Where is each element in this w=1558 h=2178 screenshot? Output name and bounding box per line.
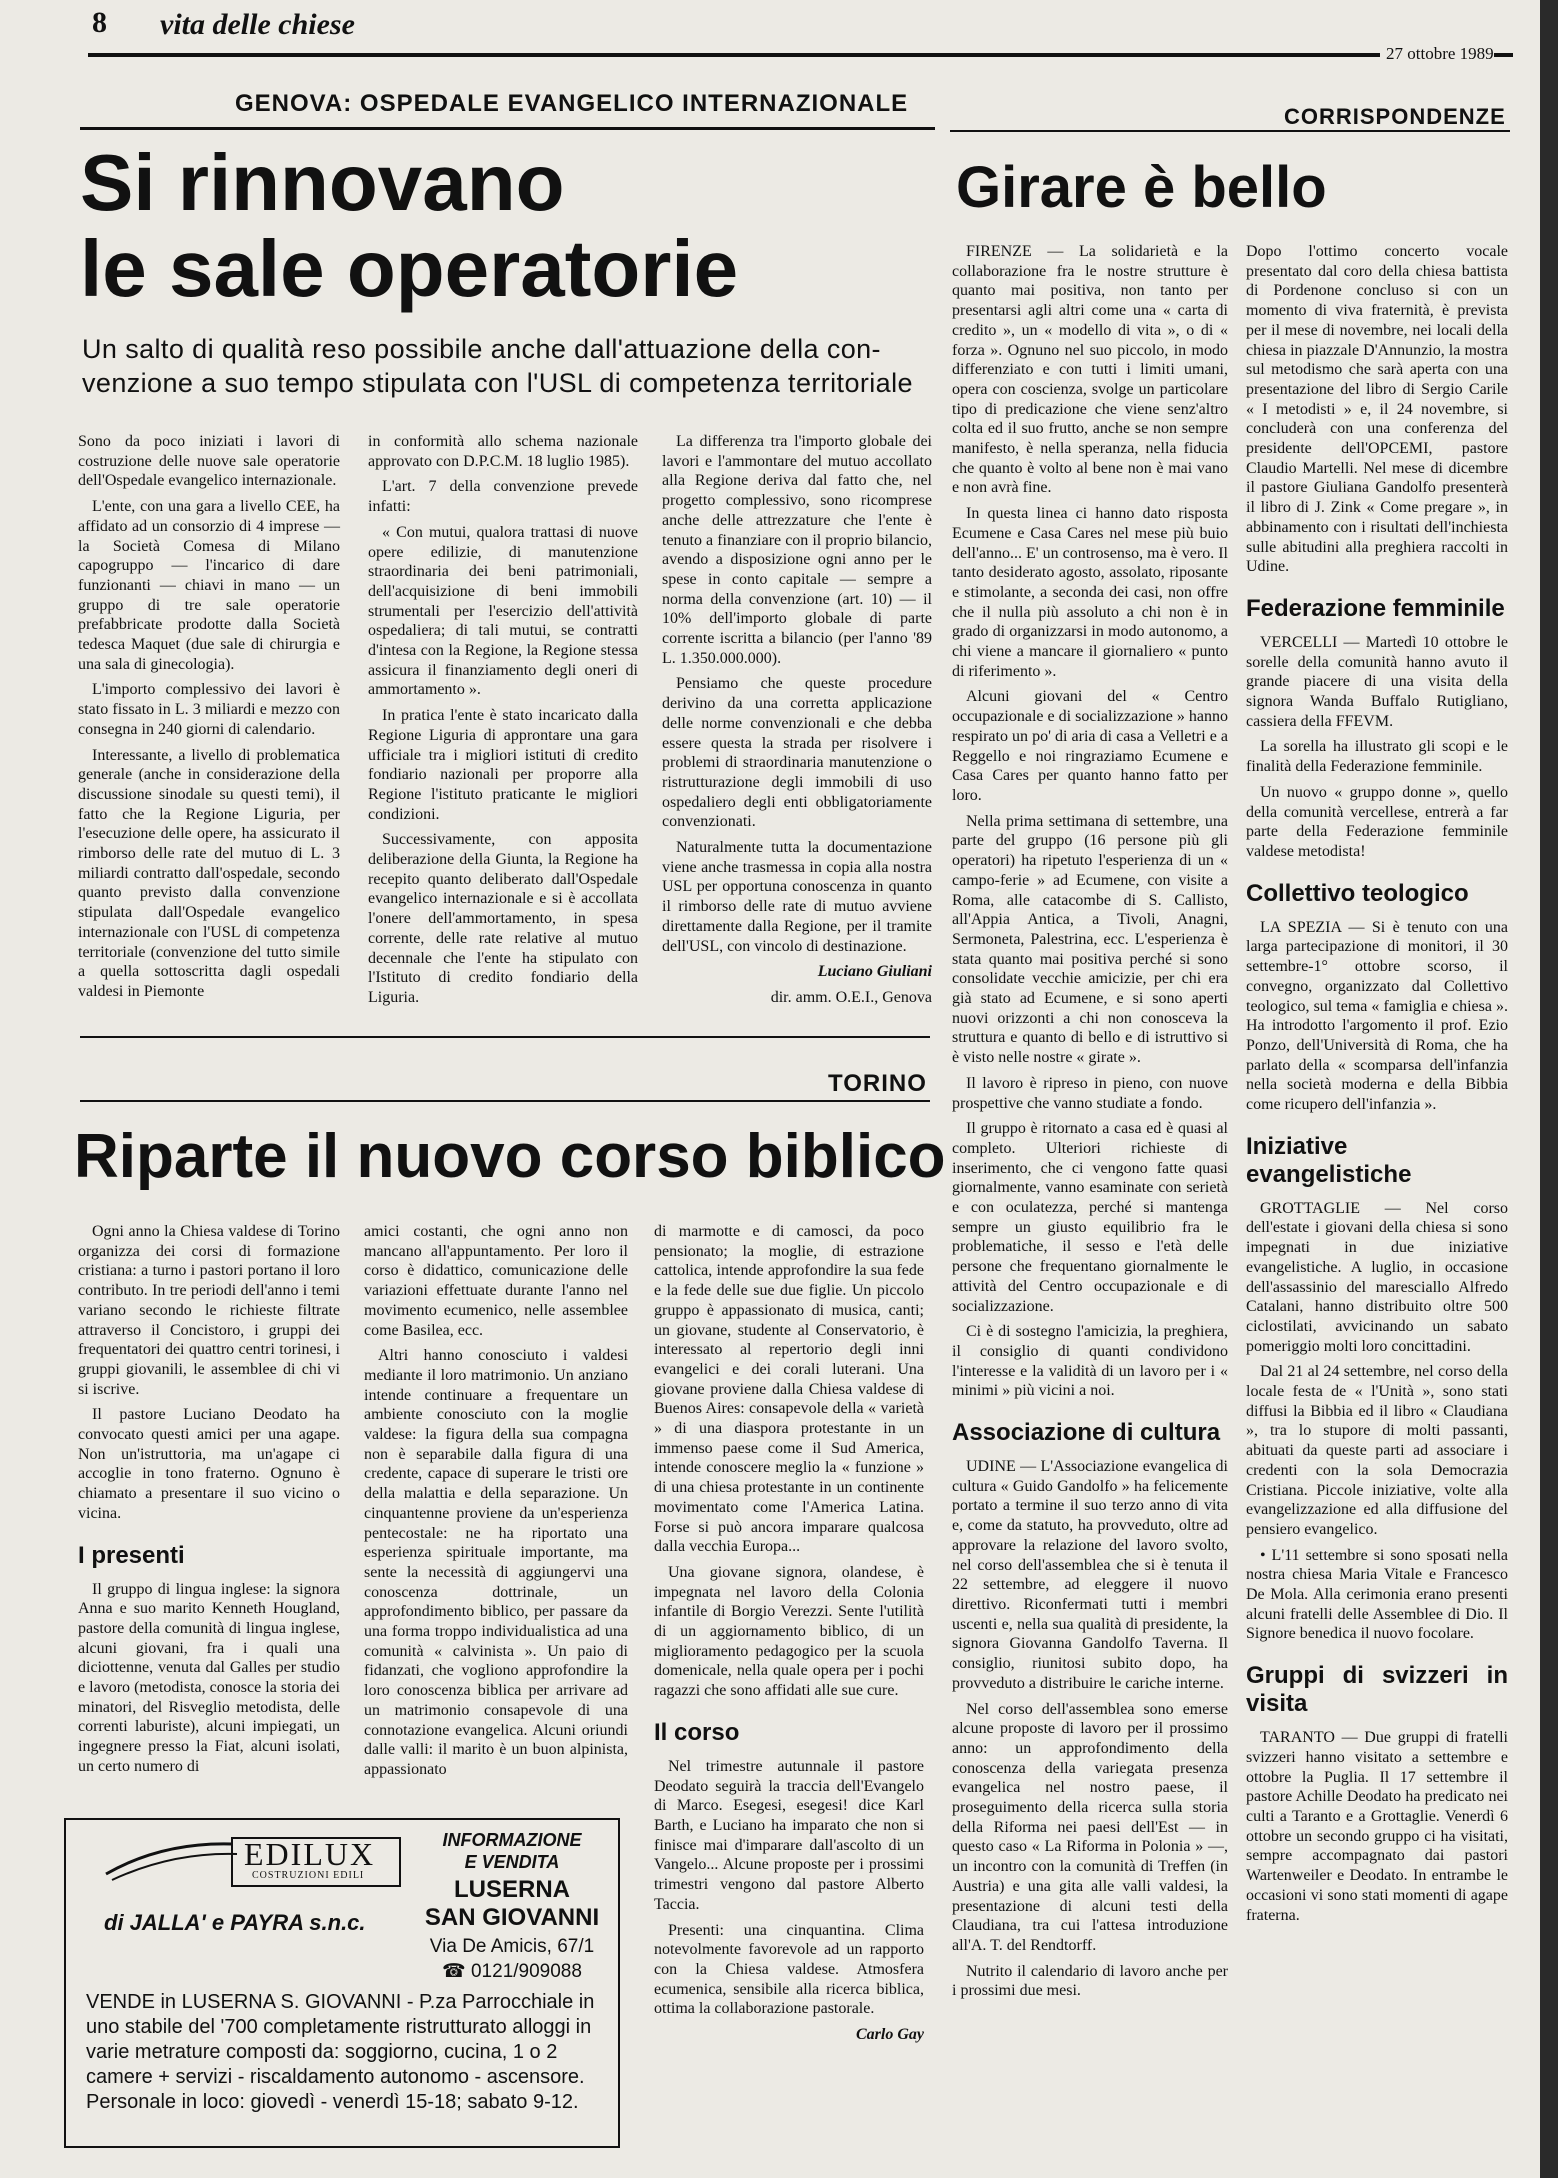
paragraph: amici costanti, che ogni anno non mancano all'appuntamento. Per loro il corso è didattico, comunicazione delle variazioni effettuate durante l'anno nel movimento ecumenico, nelle assemblee come Basilea, ecc.: [364, 1223, 628, 1339]
paragraph: Il pastore Luciano Deodato ha convocato questi amici per una agape. Non un'istruttoria, ma un'agape ci accoglie in tono fraterno. Ognuno è chiamato a presentare il suo vicino o vicina.: [78, 1406, 340, 1522]
subheading-iniziative: Iniziative evangelistiche: [1246, 1132, 1412, 1188]
paragraph: Ci è di sostegno l'amicizia, la preghiera, il consiglio di quanti condividono l'interesse e la validità di un lavoro per i « minimi » più vicini a noi.: [952, 1323, 1228, 1400]
author-signature: Luciano Giuliani: [817, 963, 932, 981]
paragraph: Successivamente, con apposita deliberazione della Giunta, la Regione ha recepito quanto deliberato dall'Ospedale evangelico internazionale e si è accollata l'onere dell'ammortamento, in spesa corrente, delle rate relative al mutuo decennale che l'ente ha stipulato con l'Istituto di credito fondiario della Liguria.: [368, 831, 638, 1006]
paragraph: Presenti: una cinquantina. Clima notevolmente favorevole ad un rapporto con la Chiesa valdese. Atmosfera ecumenica, sensibile alla ricerca biblica, ottima la collaborazione pastorale.: [654, 1921, 924, 2018]
ad-city-line2: SAN GIOVANNI: [424, 1904, 600, 1931]
paragraph: L'ente, con una gara a livello CEE, ha affidato ad un consorzio di 4 imprese — la Società Comesa di Milano capogruppo — l'incarico di dare funzionanti — chiavi in mano — un gruppo di tre sale operatorie prefabbricate prodotte dalla Società tedesca Maquet (due sale di chirurgia e una sala di ginecologia).: [78, 498, 340, 673]
advertisement-box: [64, 1818, 620, 2148]
author-signature: Carlo Gay: [856, 2026, 924, 2044]
torino-title: Riparte il nuovo corso biblico: [74, 1122, 946, 1191]
paragraph: LA SPEZIA — Si è tenuto con una larga partecipazione di monitori, il 30 settembre-1° ottobre scorso, il convegno, organizzato dal Collettivo teologico, sul tema « famiglia e chiesa ». Ha introdotto l'argomento il prof. Ezio Ponzo, dell'Università di Roma, che ha parlato della « scomparsa dell'infanzia nella società moderna e della Bibbia come ricupero dell'infanzia ».: [1246, 918, 1508, 1114]
torino-kicker-rule: [80, 1100, 930, 1102]
ad-city-line1: LUSERNA: [453, 1876, 570, 1903]
paragraph: Dopo l'ottimo concerto vocale presentato dal coro della chiesa battista di Pordenone concluso si con un momento di viva fraternità, è prevista per il mese di novembre, nei locali della chiesa in piazzale D'Annunzio, la mostra sul metodismo che sarà aperta con una presentazione del libro di Sergio Carile « I metodisti » e, il 24 novembre, si concluderà con una conferenza del presidente dell'OPCEMI, pastore Claudio Martelli. Nel mese di dicembre il pastore Giuliana Gandolfo presenterà il libro di J. Zink « Come pregare », in abbinamento con i risultati dell'inchiesta sulle abitudini alla preghiera raccolti in Udine.: [1246, 243, 1508, 576]
paragraph: Naturalmente tutta la documentazione viene anche trasmessa in copia alla nostra USL per opportuna conoscenza in quanto il rimborso delle rate di mutuo avviene direttamente dalla Regione, per il tramite dell'USL, con vincolo di destinazione.: [662, 839, 932, 955]
paragraph: di marmotte e di camosci, da poco pensionato; la moglie, di estrazione cattolica, intende approfondire la sua fede e la fede delle sue due figlie. Un piccolo gruppo è appassionato di musica, canti; un giovane, studente al Conservatorio, è interessato al repertorio degli inni evangelici e dei corali luterani. Una giovane proviene dalla Chiesa valdese di Buenos Aires: consapevole della « varietà » di una diaspora protestante in un immenso paese come il Sud America, intende conoscere meglio la « funzione » di una chiesa protestante in un continente movimentato come l'America Latina. Forse si può ancora imparare qualcosa dalla vecchia Europa...: [654, 1223, 924, 1556]
paragraph: L'importo complessivo dei lavori è stato fissato in L. 3 miliardi e mezzo con consegna in 240 giorni di calendario.: [78, 681, 340, 738]
paragraph: Alcuni giovani del « Centro occupazionale e di socializzazione » hanno respirato un po' di aria di casa a Velletri e a Reggello e noi ringraziamo Ecumene e Casa Cares per quanto hanno fatto per loro.: [952, 688, 1228, 804]
paragraph: « Con mutui, qualora trattasi di nuove opere edilizie, di manutenzione straordinaria dei beni patrimoniali, dell'acquisizione di beni immobili strumentali per l'esercizio dell'attività ospedaliera; di tali mutui, se contratti d'intesa con la Regione, la Regione stessa assicura il finanziamento degli oneri di ammortamento ».: [368, 523, 638, 699]
genova-column-1: [78, 432, 340, 1008]
page-number: 8: [92, 6, 107, 39]
subheading-svizzeri: Gruppi di svizzeri in visita: [1246, 1662, 1508, 1718]
paragraph: Nel corso dell'assemblea sono emerse alcune proposte di lavoro per il prossimo anno: un approfondimento della conoscenza della variegata presenza evangelica nel nostro paese, il proseguimento della ricerca sulla storia della Riforma nei paesi dell'Est — in questo caso « La Riforma in Polonia » —, un incontro con la comunità di Treffen (in Austria) e una gita alle valli valdesi, la presentazione di alcuni testi della Claudiana, tra cui l'attesa introduzione all'A. T. del Rendtorff.: [952, 1700, 1228, 1954]
paragraph: Nutrito il calendario di lavoro anche per i prossimi due mesi.: [952, 1962, 1228, 2000]
subheading-associazione: Associazione di cultura: [952, 1419, 1221, 1447]
paragraph: La differenza tra l'importo globale dei lavori e l'ammontare del mutuo accollato alla Regione deriva dal fatto che, nel progetto complessivo, sono ricomprese anche delle attrezzature che l'ente è tenuto a finanziare con il proprio bilancio, avendo a disposizione ogni anno per le spese in conto capitale — sempre a norma della convenzione (art. 10) — il 10% dell'importo globale di parte corrente iscritta a bilancio (per l'anno '89 L. 1.350.000.000).: [662, 433, 932, 667]
ad-brand: EDILUX: [244, 1836, 376, 1872]
paragraph: Una giovane signora, olandese, è impegnata nel lavoro della Colonia infantile di Borgio Verezzi. Sente l'utilità di un aggiornamento biblico, di un miglioramento pedagogico per la scuola domenicale, nella quale opera per i pochi ragazzi che sono affidati alle sue cure.: [654, 1563, 924, 1700]
paragraph: Nella prima settimana di settembre, una parte del gruppo (16 persone più gli operatori) ha ripetuto l'esperienza di un « campo-ferie » ad Ecumene, con visite a Roma, alle catacombe di S. Callisto, all'Appia Antica, a Tivoli, Anagni, Sermoneta, Palestrina, ecc. L'esperienza è stata quanto mai positiva perché si sono consolidate vecchie amicizie, per chi era già stato ad Ecumene, e si sono aperti nuovi orizzonti a chi non conosceva la struttura e quanto di bello e di istruttivo si è visto nelle nostre « girate ».: [952, 812, 1228, 1067]
ad-info-line2: E VENDITA: [464, 1852, 560, 1872]
genova-kicker: GENOVA: OSPEDALE EVANGELICO INTERNAZIONALE: [235, 90, 909, 117]
subheading-presenti: I presenti: [78, 1541, 185, 1569]
scan-edge: [1540, 0, 1558, 2178]
section-title: vita delle chiese: [160, 8, 355, 41]
torino-column-3: [654, 1222, 924, 2051]
paragraph: Pensiamo che queste procedure derivino da una corretta applicazione delle norme convenzionali e che debba essere questa la strada per risolvere i problemi di straordinaria manutenzione o ristrutturazione degli immobili di uso ospedaliero degli enti obbligatoriamente convenzionati.: [662, 675, 932, 831]
paragraph: In questa linea ci hanno dato risposta Ecumene e Casa Cares nel mese più buio dell'anno... E' un controsenso, ma è vero. Il tanto desiderato agosto, assolato, riposante e stimolante, a seconda dei casi, non offre che il nulla più assoluto a chi non è in grado di organizzarsi in modo autonomo, a chi viene a mancare il giornaliero « punto di riferimento ».: [952, 505, 1228, 680]
paragraph: TARANTO — Due gruppi di fratelli svizzeri hanno visitato a settembre e ottobre la Puglia. Il 17 settembre il pastore Achille Deodato ha predicato nei culti a Taranto e a Grottaglie. Venerdì 6 ottobre un secondo gruppo ci ha visitati, sempre accompagnato dai pastori Wartenweiler e Deodato. In entrambe le occasioni vi sono stati momenti di agape fraterna.: [1246, 1729, 1508, 1924]
paragraph: Nel trimestre autunnale il pastore Deodato seguirà la traccia dell'Evangelo di Marco. Esegesi, esegesi! dice Karl Barth, e Luciano ha imparato che non si finisce mai d'imparare dall'ascolto di un Vangelo... Alcune proposte per i prossimi trimestri vengono dal pastore Alberto Taccia.: [654, 1757, 924, 1913]
paragraph: GROTTAGLIE — Nel corso dell'estate i giovani della chiesa si sono impegnati in due iniziative evangelistiche. A luglio, in occasione dell'assassinio del maresciallo Alfredo Catalani, hanno distribuito oltre 500 ciclostilati, avvicinando un sabato pomeriggio molti loro concittadini.: [1246, 1199, 1508, 1355]
paragraph: In pratica l'ente è stato incaricato dalla Regione Liguria di approntare una gara ufficiale tra i migliori istituti di credito fondiario nazionali per proporre alla Regione l'istituto praticante le migliori condizioni.: [368, 707, 638, 823]
paragraph: Dal 21 al 24 settembre, nel corso della locale festa de « l'Unità », sono stati diffusi la Bibbia ed il libro « Claudiana », tra lo stupore di molti passanti, abituati da queste parti ad associare i credenti con la sola Democrazia Cristiana. Piccole iniziative, volte alla evangelizzazione ed alla diffusione del pensiero evangelico.: [1246, 1363, 1508, 1538]
paragraph: UDINE — L'Associazione evangelica di cultura « Guido Gandolfo » ha felicemente portato a termine il suo terzo anno di vita e, come da statuto, ha provveduto, oltre ad approvare la relazione del lavoro svolto, nel corso dell'assemblea che si è tenuta il 22 settembre, ad eleggere il nuovo direttivo. Riconfermati tutti i membri uscenti e, nella sua qualità di presidente, la signora Giovanna Gandolfo Taverna. Il consiglio, riunitosi subito dopo, ha provveduto a distribuire le cariche interne.: [952, 1458, 1228, 1692]
paragraph: Altri hanno conosciuto i valdesi mediante il loro matrimonio. Un anziano intende continuare a frequentare un ambiente conosciuto con la moglie valdese: la figura della sua compagna non è separabile dalla figura di una credente, capace di superare le tristi ore della malattia e della separazione. Un cinquantenne proviene da un'esperienza pentecostale: ne ha riportato una esperienza spirituale importante, ma sente la necessità di aggiungervi una conoscenza dottrinale, un approfondimento biblico, per passare da una forma troppo individualistica ad una comunità « calvinista ». Un paio di fidanzati, che vogliono approfondire la loro conoscenza biblica per arrivare ad un matrimonio consapevole di una connotazione evangelica. Alcuni oriundi dalle valli: il marito è un buon alpinista, appassionato: [364, 1347, 628, 1778]
corrispondenze-kicker: CORRISPONDENZE: [1284, 104, 1506, 129]
paragraph: Un nuovo « gruppo donne », quello della comunità vercellese, entrerà a far parte della Federazione femminile valdese metodista!: [1246, 783, 1508, 860]
subheading-corso: Il corso: [654, 1718, 740, 1746]
ad-info-line1: INFORMAZIONE: [442, 1830, 582, 1850]
corrispondenze-column-1: [952, 242, 1228, 2007]
paragraph: Il lavoro è ripreso in pieno, con nuove prospettive che vanno studiate a fondo.: [952, 1074, 1228, 1112]
paragraph: Interessante, a livello di problematica generale (anche in considerazione della discussione sinodale su questi temi), il fatto che la Regione Liguria, per l'esecuzione delle opere, ha assicurato il rimborso delle rate del mutuo di L. 3 miliardi contratto dall'ospedale, secondo quanto previsto dalla convenzione stipulata dall'Ospedale evangelico internazionale con l'USL di competenza territoriale (convenzione del tutto simile a quella sottoscritta dagli ospedali valdesi in Piemonte: [78, 746, 340, 1000]
torino-kicker: TORINO: [828, 1070, 927, 1097]
paragraph: FIRENZE — La solidarietà e la collaborazione fra le nostre strutture è quanto mai positiva, non tanto per presentarsi agli altri come una « carta di credito », un « modello di vita », o di « forza ». Ognuno nel suo piccolo, in modo differenziato e con tutti i limiti umani, opera con coscienza, svolge un particolare tipo di predicazione che viene senz'altro colta ed il suo frutto, anche se non sempre manifesto, è nella speranza, nella fiducia che quanto è volto al bene non è mai vano e non avrà fine.: [952, 243, 1228, 497]
torino-column-2: [364, 1222, 628, 1786]
genova-subtitle-line2: venzione a suo tempo stipulata con l'USL di competenza territoriale: [82, 368, 913, 398]
genova-title-line2: le sale operatorie: [80, 224, 739, 313]
paragraph: La sorella ha illustrato gli scopi e le finalità della Federazione femminile.: [1246, 738, 1508, 776]
ad-brand-sub: COSTRUZIONI EDILI: [252, 1870, 365, 1881]
corrispondenze-title: Girare è bello: [956, 155, 1327, 220]
corrispondenze-rule: [950, 130, 1510, 132]
genova-column-3: [662, 432, 932, 1014]
genova-title-line1: Si rinnovano: [80, 138, 565, 227]
paragraph: Il gruppo di lingua inglese: la signora Anna e suo marito Kenneth Hougland, pastore della comunità di lingua inglese, alcuni giovani, fra i quali una diciottenne, venuta dal Galles per studio e lavoro (metodista, conosce la storia dei minatori, del Risveglio metodista, delle correnti laburiste), alcuni impiegati, un ingegnere presso la Fiat, alcuni isolati, un certo numero di: [78, 1580, 340, 1775]
edilux-logo: [102, 1834, 402, 1890]
paragraph: in conformità allo schema nazionale approvato con D.P.C.M. 18 luglio 1985).: [368, 433, 638, 470]
paragraph: VERCELLI — Martedì 10 ottobre le sorelle della comunità hanno avuto il grande piacere di una visita della signora Wanda Buffalo Rutigliano, cassiera della FFEVM.: [1246, 633, 1508, 730]
ad-phone: ☎ 0121/909088: [442, 1961, 582, 1982]
genova-column-2: [368, 432, 638, 1014]
subheading-federazione: Federazione femminile: [1246, 594, 1505, 622]
torino-column-1: [78, 1222, 340, 1783]
ad-company: di JALLA' e PAYRA s.n.c.: [104, 1910, 366, 1935]
subheading-collettivo: Collettivo teologico: [1246, 879, 1469, 907]
issue-date: 27 ottobre 1989: [1380, 44, 1494, 64]
author-role: dir. amm. O.E.I., Genova: [770, 988, 932, 1006]
paragraph: Il gruppo è ritornato a casa ed è quasi al completo. Ulteriori richieste di inserimento, che ci vengono fatte quasi giornalmente, vanno esaminate con serietà e con oculatezza, perché si mantenga sempre un giusto equilibrio fra le problematiche, il sesso e l'età delle persone che frequentano giornalmente le attività del Centro occupazionale e di socializzazione.: [952, 1120, 1228, 1315]
ad-body: VENDE in LUSERNA S. GIOVANNI - P.za Parrocchiale in uno stabile del '700 completamente ristrutturato alloggi in varie metrature composti da: soggiorno, cucina, 1 o 2 camere + servizi - riscaldamento autonomo - ascensore. Personale in loco: giovedì - venerdì 15-18; sabato 9-12.: [86, 1991, 595, 2113]
paragraph: Ogni anno la Chiesa valdese di Torino organizza dei corsi di formazione cristiana: a turno i pastori portano il loro contributo. In tre periodi dell'anno i temi variano secondo le richieste filtrate attraverso il Concistoro, i gruppi dei frequentatori dei quattro centri torinesi, i gruppi giovanili, le assemblee di chi vi si iscrive.: [78, 1223, 340, 1398]
ad-address: Via De Amicis, 67/1: [429, 1936, 595, 1957]
genova-subtitle-line1: Un salto di qualità reso possibile anche dall'attuazione della con-: [82, 334, 881, 364]
corrispondenze-column-2: [1246, 242, 1508, 1931]
paragraph: L'art. 7 della convenzione prevede infatti:: [368, 478, 638, 516]
header-rule: [88, 53, 1513, 57]
paragraph: • L'11 settembre si sono sposati nella nostra chiesa Maria Vitale e Francesco De Mola. Alla cerimonia erano presenti alcuni fratelli delle Assemblee di Dio. Il Signore benedica il nuovo focolare.: [1246, 1546, 1508, 1643]
genova-kicker-rule: [80, 127, 935, 130]
paragraph: Sono da poco iniziati i lavori di costruzione delle nuove sale operatorie dell'Ospedale evangelico internazionale.: [78, 433, 340, 490]
torino-top-rule: [80, 1036, 930, 1038]
